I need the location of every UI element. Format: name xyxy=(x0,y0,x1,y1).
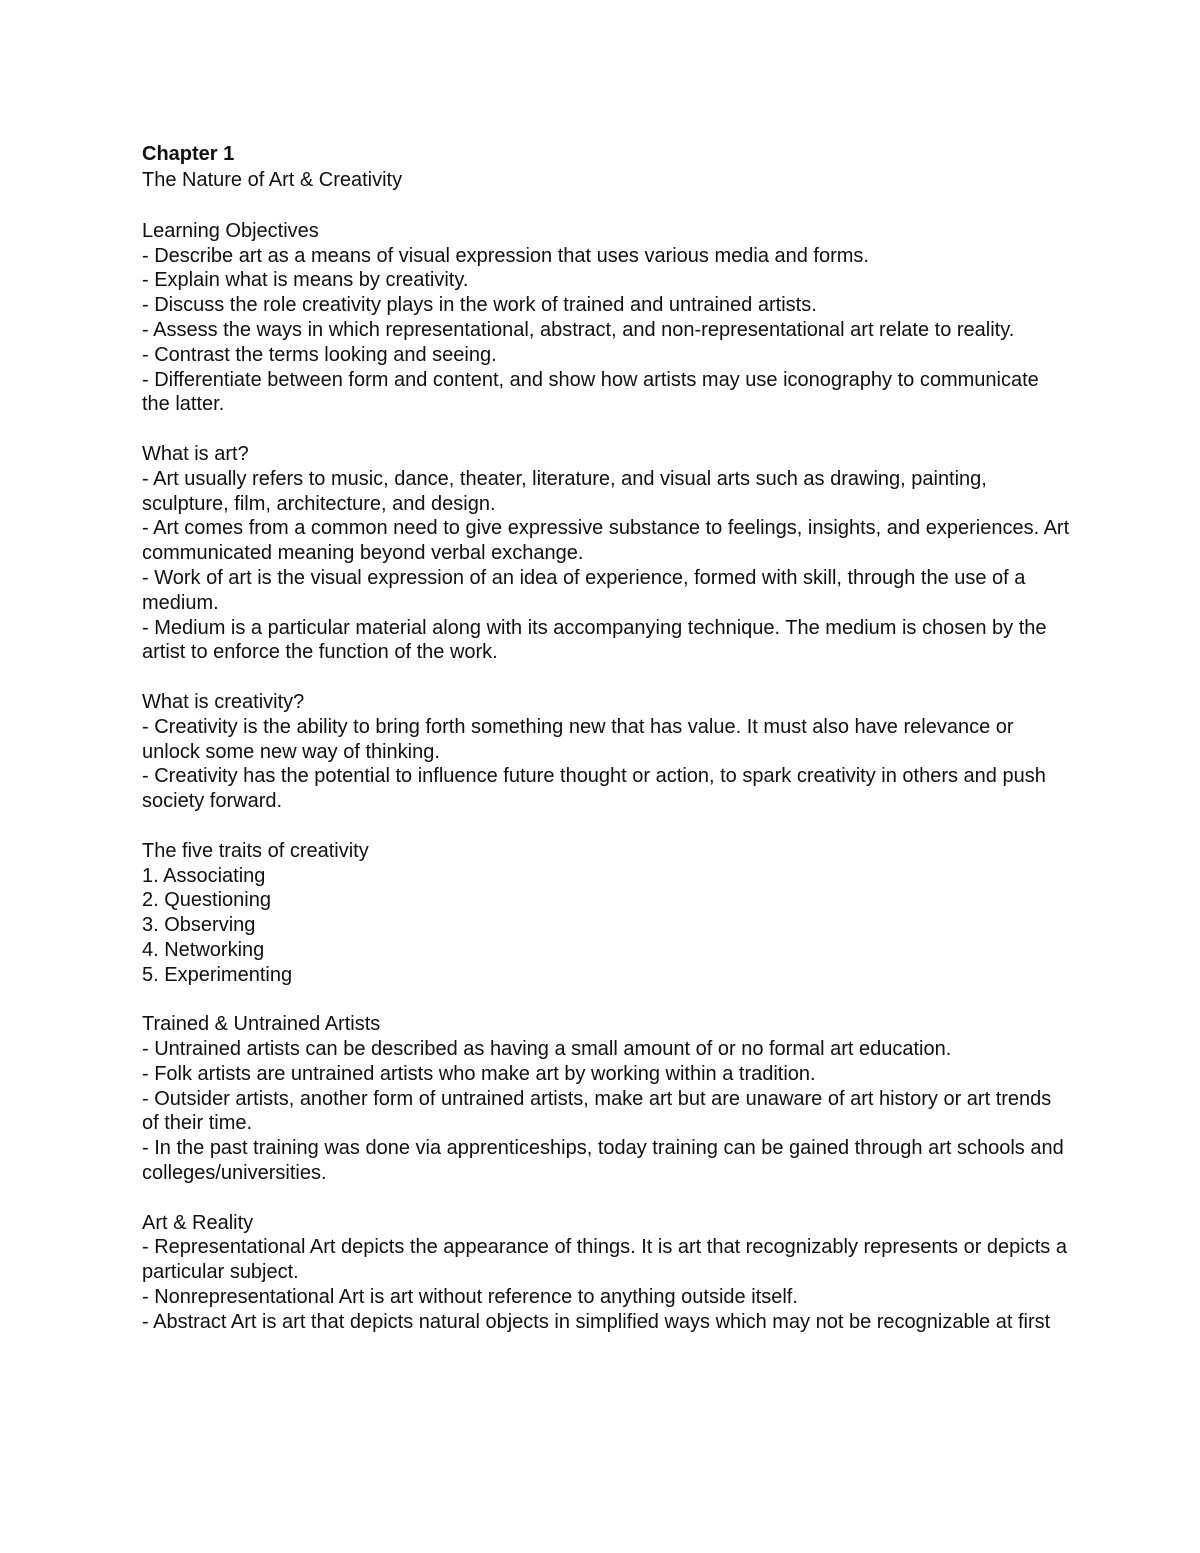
list-item: 3. Observing xyxy=(142,914,256,937)
document-page xyxy=(142,140,1072,1335)
section-trained-untrained xyxy=(142,1012,1072,1186)
list-item: 2. Questioning xyxy=(142,889,271,912)
reality-list xyxy=(142,1235,1072,1334)
chapter-subtitle: The Nature of Art & Creativity xyxy=(142,169,403,191)
list-item: - Contrast the terms looking and seeing. xyxy=(142,343,497,366)
section-heading: What is art? xyxy=(142,442,249,465)
objectives-list xyxy=(142,244,1072,418)
section-heading: Learning Objectives xyxy=(142,219,319,242)
section-heading: What is creativity? xyxy=(142,690,305,713)
section-what-is-creativity xyxy=(142,690,1072,814)
list-item: - Discuss the role creativity plays in the work of trained and untrained artists. xyxy=(142,294,817,317)
section-learning-objectives xyxy=(142,219,1072,417)
section-heading: The five traits of creativity xyxy=(142,839,369,862)
art-list xyxy=(142,467,1072,665)
list-item: 4. Networking xyxy=(142,938,265,961)
list-item: - Folk artists are untrained artists who make art by working within a tradition. xyxy=(142,1062,816,1085)
list-item: - Creativity is the ability to bring forth something new that has value. It must also have relevance or unlock some new way of thinking. xyxy=(142,715,1014,763)
list-item: - Art comes from a common need to give expressive substance to feelings, insights, and experiences. Art communicated meaning beyond verbal exchange. xyxy=(142,517,1070,565)
list-item: - Describe art as a means of visual expression that uses various media and forms. xyxy=(142,244,869,267)
section-five-traits xyxy=(142,839,1072,988)
list-item: - Representational Art depicts the appearance of things. It is art that recognizably represents or depicts a particular subject. xyxy=(142,1236,1067,1284)
list-item: - Work of art is the visual expression of an idea of experience, formed with skill, through the use of a medium. xyxy=(142,566,1026,614)
list-item: - Creativity has the potential to influence future thought or action, to spark creativity in others and push society forward. xyxy=(142,765,1046,813)
section-what-is-art xyxy=(142,442,1072,665)
list-item: 5. Experimenting xyxy=(142,963,293,986)
list-item: - Outsider artists, another form of untrained artists, make art but are unaware of art history or art trends of their time. xyxy=(142,1087,1052,1135)
section-heading: Art & Reality xyxy=(142,1211,254,1234)
artists-list xyxy=(142,1037,1072,1186)
list-item: - Untrained artists can be described as having a small amount of or no formal art education. xyxy=(142,1038,952,1061)
list-item: - Differentiate between form and content, and show how artists may use iconography to communicate the latter. xyxy=(142,368,1039,416)
list-item: - Nonrepresentational Art is art without reference to anything outside itself. xyxy=(142,1286,798,1309)
list-item: 1. Associating xyxy=(142,864,266,887)
list-item: - In the past training was done via apprenticeships, today training can be gained through art schools and colleges/universities. xyxy=(142,1137,1064,1185)
list-item: - Art usually refers to music, dance, theater, literature, and visual arts such as drawing, painting, sculpture, film, architecture, and design. xyxy=(142,467,987,515)
list-item: - Medium is a particular material along with its accompanying technique. The medium is chosen by the artist to enforce the function of the work. xyxy=(142,616,1047,664)
list-item: - Assess the ways in which representational, abstract, and non-representational art relate to reality. xyxy=(142,318,1015,341)
chapter-title: Chapter 1 xyxy=(142,143,235,165)
creativity-list xyxy=(142,715,1072,814)
list-item: - Abstract Art is art that depicts natural objects in simplified ways which may not be recognizable at first xyxy=(142,1310,1051,1333)
section-art-reality xyxy=(142,1211,1072,1335)
section-heading: Trained & Untrained Artists xyxy=(142,1013,381,1036)
list-item: - Explain what is means by creativity. xyxy=(142,269,469,292)
traits-list xyxy=(142,864,1072,988)
